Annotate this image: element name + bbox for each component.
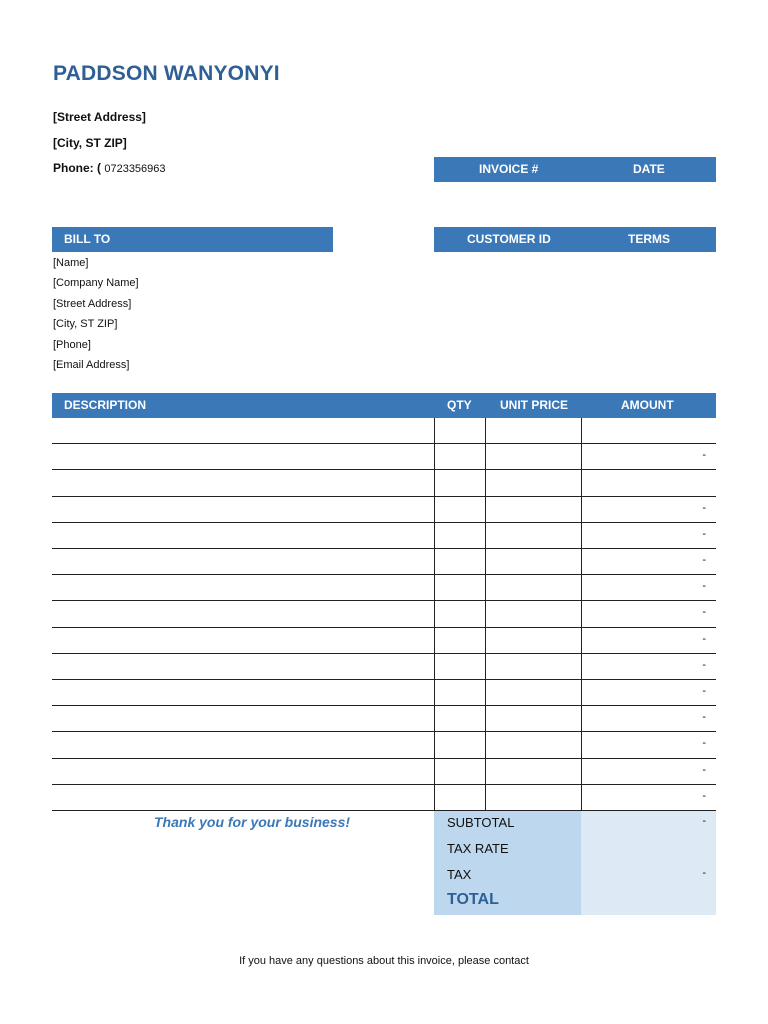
table-row [52,444,716,470]
row-amount: - [702,580,706,593]
customer-header-bar [434,227,716,252]
table-row [52,601,716,627]
table-row [52,418,716,444]
phone-label: Phone: ( [53,161,101,175]
company-city: [City, ST ZIP] [53,136,127,150]
row-amount: - [702,685,706,697]
table-row [52,497,716,523]
table-row [52,575,716,601]
customer-id-label: CUSTOMER ID [467,232,551,246]
bill-to-company: [Company Name] [53,277,139,290]
items-header [52,393,716,418]
row-amount: - [702,501,706,514]
table-row [52,628,716,654]
date-label: DATE [633,162,665,176]
row-amount: - [702,763,706,776]
table-row [52,759,716,785]
table-row [52,654,716,680]
bill-to-name: [Name] [53,257,89,269]
table-row [52,523,716,549]
summary-value-column [581,811,716,915]
subtotal-value: - [702,815,706,827]
row-amount: - [702,789,706,802]
row-amount: - [702,554,706,566]
row-amount: - [702,606,706,619]
phone-number: 0723356963 [104,163,166,175]
bill-to-header [52,227,333,252]
row-amount: - [702,711,706,724]
bill-to-phone: [Phone] [53,338,91,351]
invoice-header-bar [434,157,716,182]
unit-price-header: UNIT PRICE [500,398,569,412]
company-name: PADDSON WANYONYI [53,62,280,85]
company-phone [53,161,166,175]
table-row [52,732,716,758]
amount-header: AMOUNT [621,398,674,412]
tax-rate-label: TAX RATE [447,841,509,856]
table-row [52,549,716,575]
row-amount: - [702,449,706,462]
row-amount: - [702,737,706,750]
table-row [52,706,716,732]
row-amount: - [702,658,706,671]
bill-to-city: [City, ST ZIP] [53,318,118,331]
table-row [52,785,716,811]
thank-you-message: Thank you for your business! [154,814,351,830]
table-row [52,680,716,706]
tax-value: - [702,867,706,879]
description-header: DESCRIPTION [64,398,147,412]
company-street: [Street Address] [53,110,146,124]
bill-to-lines [53,253,139,375]
terms-label: TERMS [628,232,670,246]
invoice-number-label: INVOICE # [479,162,539,176]
footer-contact-note: If you have any questions about this invoice, please contact [239,955,529,967]
total-label: TOTAL [447,891,499,908]
row-amount: - [702,632,706,645]
bill-to-label: BILL TO [64,232,111,246]
table-row [52,470,716,496]
row-amount: - [702,527,706,540]
subtotal-label: SUBTOTAL [447,815,515,830]
tax-label: TAX [447,867,472,882]
bill-to-email: [Email Address] [53,358,130,371]
bill-to-street: [Street Address] [53,297,132,310]
qty-header: QTY [447,398,472,412]
